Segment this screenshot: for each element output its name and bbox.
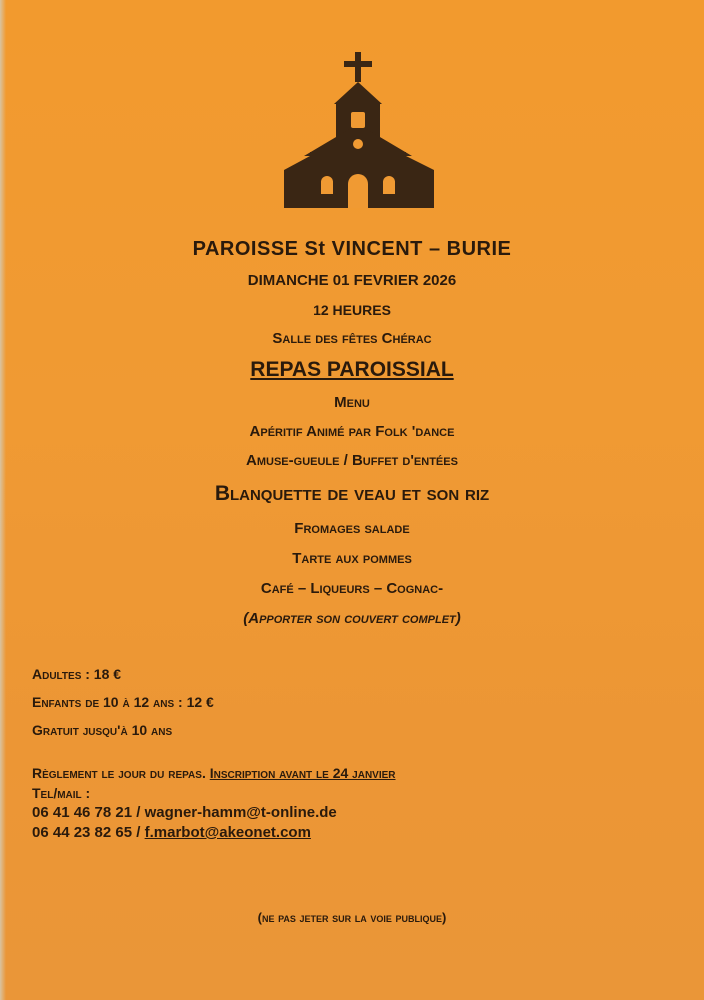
parish-name: PAROISSE St VINCENT – BURIE xyxy=(192,238,512,260)
menu-item: Amuse-gueule / Buffet d'entées xyxy=(246,452,458,469)
contact-2-email[interactable]: f.marbot@akeonet.com xyxy=(144,824,311,841)
footer-note: (ne pas jeter sur la voie publique) xyxy=(257,910,447,925)
tel-label: Tel/mail : xyxy=(32,785,91,801)
price-children: Enfants de 10 à 12 ans : 12 € xyxy=(32,694,214,710)
contact-1-email[interactable]: wagner-hamm@t-online.de xyxy=(144,804,337,821)
menu-heading: Menu xyxy=(334,394,370,411)
contact-1-phone: 06 41 46 78 21 / xyxy=(32,804,145,821)
contact-line-2 xyxy=(32,824,311,841)
contact-2-phone: 06 44 23 82 65 / xyxy=(32,824,145,841)
menu-item: Tarte aux pommes xyxy=(292,550,412,567)
price-adults: Adultes : 18 € xyxy=(32,666,122,682)
payment-text: Règlement le jour du repas. xyxy=(32,765,206,781)
menu-item: Café – Liqueurs – Cognac- xyxy=(260,580,444,597)
church-icon xyxy=(284,52,434,208)
event-time: 12 HEURES xyxy=(313,302,391,318)
event-date: DIMANCHE 01 FEVRIER 2026 xyxy=(247,272,457,289)
menu-item-main: Blanquette de veau et son riz xyxy=(214,482,490,505)
price-free: Gratuit jusqu'à 10 ans xyxy=(32,722,173,738)
event-title: REPAS PAROISSIAL xyxy=(250,358,454,381)
contact-line-1 xyxy=(32,804,337,821)
registration-deadline: Inscription avant le 24 janvier xyxy=(209,765,396,781)
menu-item: Apéritif Animé par Folk 'dance xyxy=(249,423,455,440)
menu-note: (Apporter son couvert complet) xyxy=(243,610,461,627)
payment-line xyxy=(32,765,396,781)
menu-item: Fromages salade xyxy=(294,520,410,537)
event-venue: Salle des fêtes Chérac xyxy=(272,330,432,347)
